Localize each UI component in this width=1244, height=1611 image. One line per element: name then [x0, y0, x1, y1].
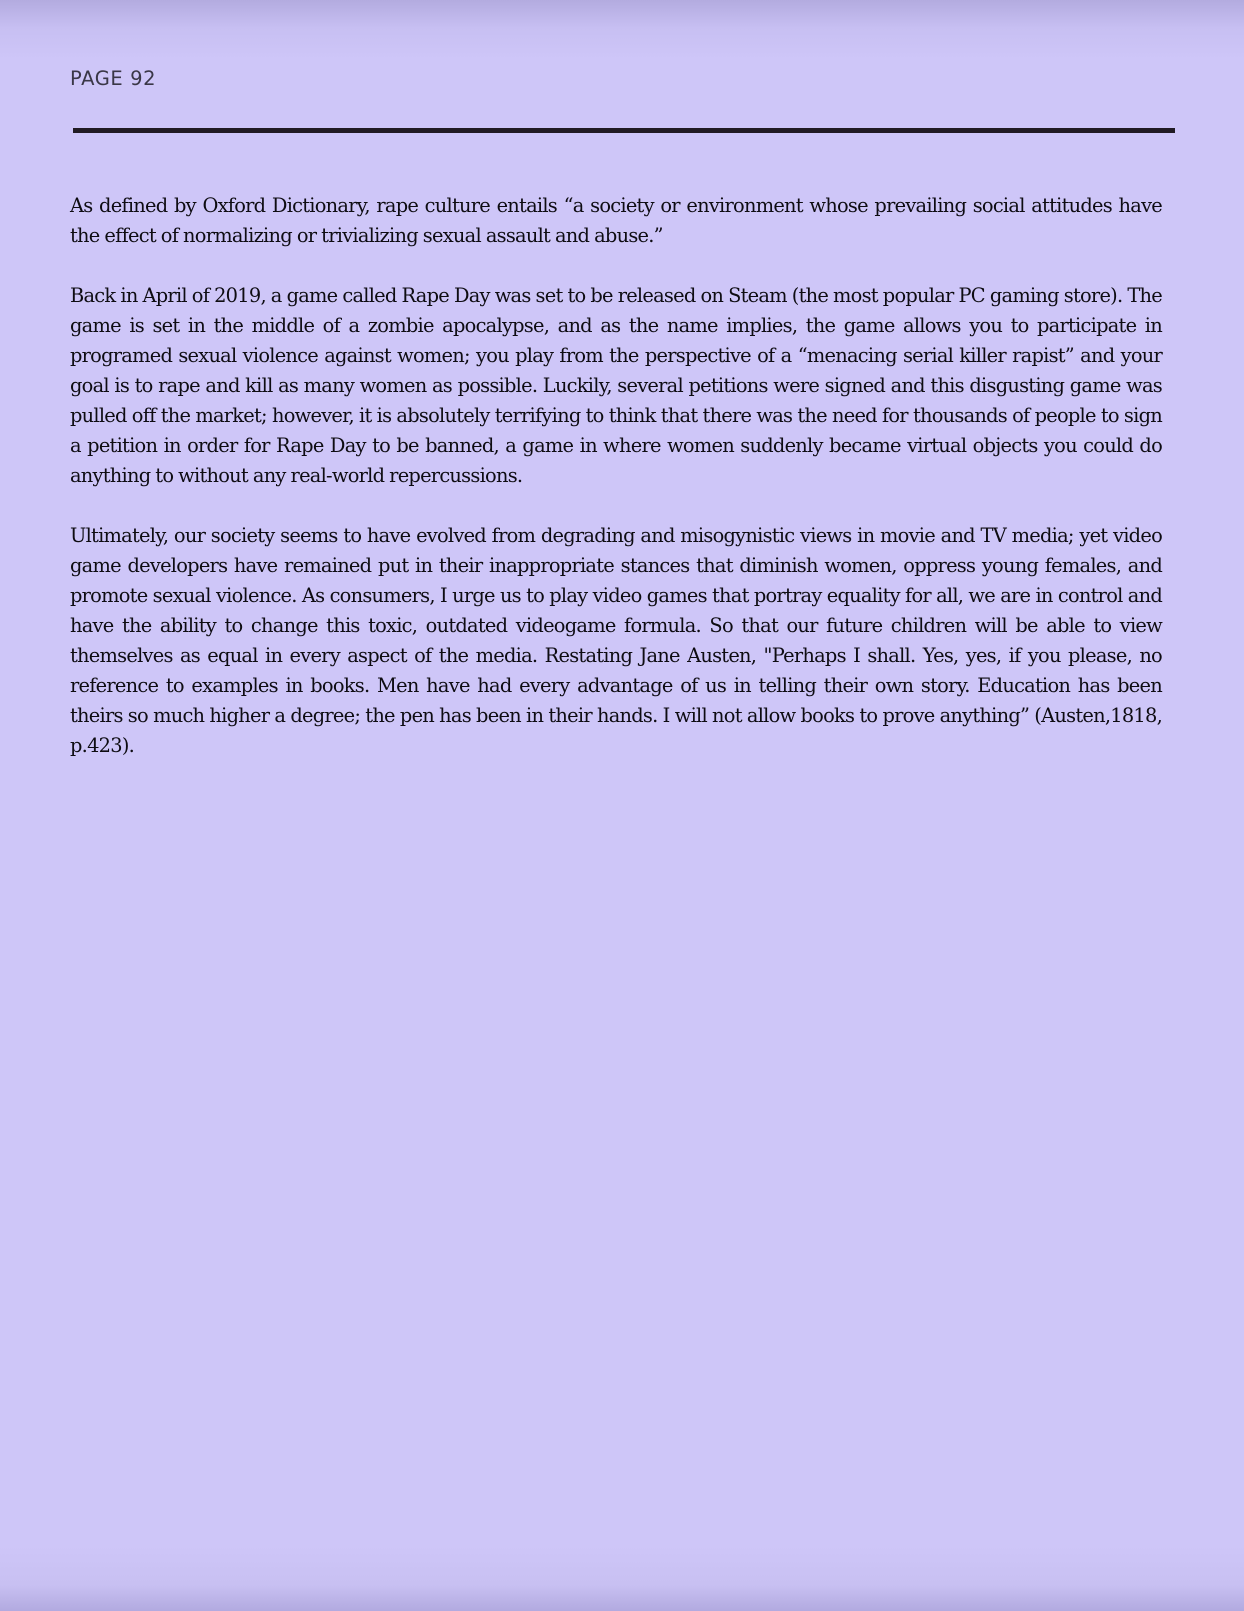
paragraph-rape-day: Back in April of 2019, a game called Rape Day was set to be released on Steam (the most popular PC gaming store). The game is set in the middle of a zombie apocalypse, and as the name implies, the game allows you to participate in programed sexual violence against women; you play from the perspective of a “menacing serial killer rapist” and your goal is to rape and kill as many women as possible. Luckily, several petitions were signed and this disgusting game was pulled off the market; however, it is absolutely terrifying to think that there was the need for thousands of people to sign a petition in order for Rape Day to be banned, a game in where women suddenly became virtual objects you could do anything to without any real-world repercussions. [70, 284, 1162, 487]
page-number: PAGE 92 [70, 67, 157, 90]
paragraph-definition: As defined by Oxford Dictionary, rape culture entails “a society or environment whose prevailing social attitudes have the effect of normalizing or trivializing sexual assault and abuse.” [70, 194, 1162, 247]
paragraph-conclusion: Ultimately, our society seems to have evolved from degrading and misogynistic views in movie and TV media; yet video game developers have remained put in their inappropriate stances that diminish women, oppress young females, and promote sexual violence. As consumers, I urge us to play video games that portray equality for all, we are in control and have the ability to change this toxic, outdated videogame formula. So that our future children will be able to view themselves as equal in every aspect of the media. Restating Jane Austen, "Perhaps I shall. Yes, yes, if you please, no reference to examples in books. Men have had every advantage of us in telling their own story. Education has been theirs so much higher a degree; the pen has been in their hands. I will not allow books to prove anything” (Austen,1818, p.423). [70, 524, 1162, 757]
header-divider [73, 128, 1175, 133]
article-body [70, 191, 1162, 791]
